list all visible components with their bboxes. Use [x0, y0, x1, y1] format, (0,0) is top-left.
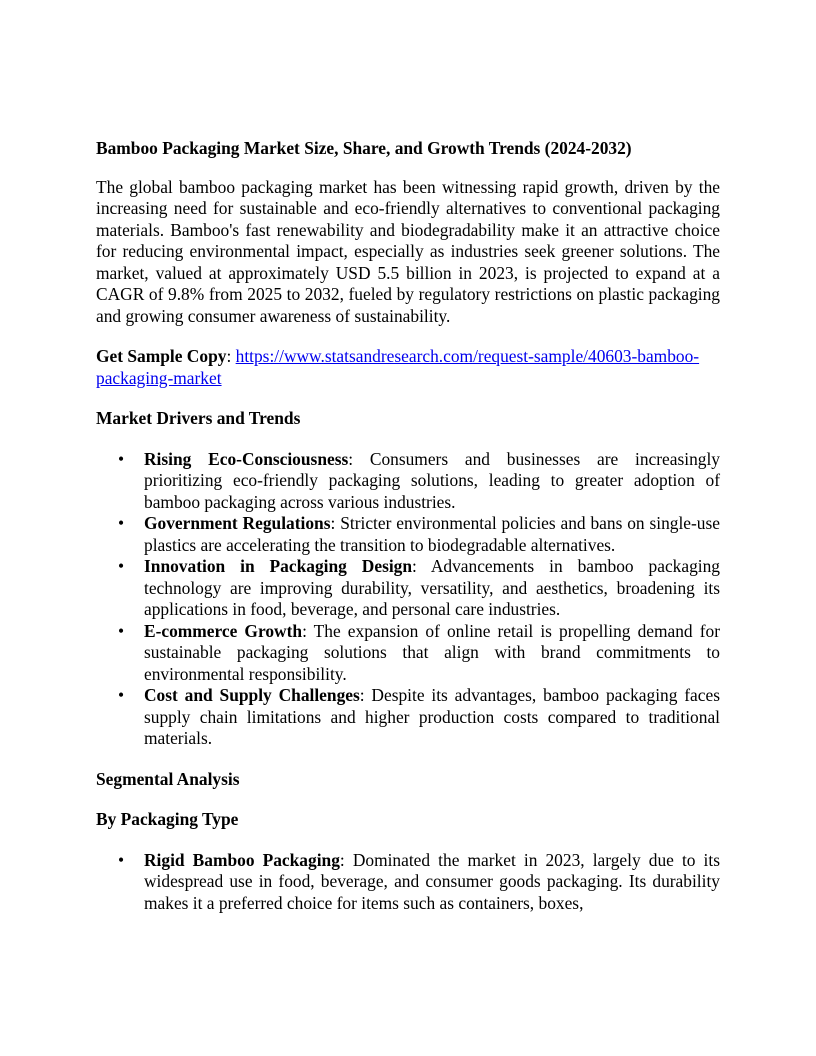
bullet-icon: • [118, 849, 125, 870]
sample-copy-separator: : [226, 346, 236, 366]
bullet-icon: • [118, 685, 125, 705]
bullet-icon: • [118, 556, 125, 576]
segmental-heading: Segmental Analysis [96, 768, 240, 789]
bullet-icon: • [118, 513, 125, 533]
packaging-type-list [96, 850, 720, 915]
drivers-heading: Market Drivers and Trends [96, 408, 301, 428]
list-item [96, 449, 720, 514]
list-item-term: Rigid Bamboo Packaging [144, 849, 340, 870]
list-item [96, 513, 720, 556]
list-item-text: : Stricter environmental policies and bans on single-use plastics are accelerating the transition to biodegradable alternatives. [144, 513, 720, 555]
list-item [96, 556, 720, 621]
sample-copy-line [96, 346, 720, 389]
list-item-term: E-commerce Growth [144, 620, 303, 641]
bullet-icon: • [118, 620, 125, 641]
list-item-text: : Advancements in bamboo packaging technology are improving durability, versatility, and aesthetics, broadening its applications in food, beverage, and personal care industries. [144, 556, 720, 619]
sample-copy-link[interactable]: https://www.statsandresearch.com/request-sample/40603-bamboo-packaging-market [96, 346, 700, 388]
list-item-term: Innovation in Packaging Design [144, 556, 413, 576]
list-item-text: : Consumers and businesses are increasingly prioritizing eco-friendly packaging solutions, leading to greater adoption of bamboo packaging across various industries. [144, 448, 720, 512]
sample-copy-label: Get Sample Copy [96, 346, 227, 366]
list-item-term: Cost and Supply Challenges [144, 685, 360, 705]
list-item-term: Rising Eco-Consciousness [144, 448, 349, 469]
list-item-text: : Despite its advantages, bamboo packaging faces supply chain limitations and higher production costs compared to traditional materials. [144, 685, 720, 748]
list-item [96, 621, 720, 686]
list-item-term: Government Regulations [144, 513, 331, 533]
bullet-icon: • [118, 448, 125, 469]
drivers-list [96, 449, 720, 750]
list-item [96, 685, 720, 750]
document-body [96, 138, 720, 933]
intro-paragraph: The global bamboo packaging market has been witnessing rapid growth, driven by the increasing need for sustainable and eco-friendly alternatives to conventional packaging materials. Bamboo's fast renewability and biodegradability make it an attractive choice for reducing environmental impact, especially as industries seek greener solutions. The market, valued at approximately USD 5.5 billion in 2023, is projected to expand at a CAGR of 9.8% from 2025 to 2032, fueled by regulatory restrictions on plastic packaging and growing consumer awareness of sustainability. [96, 176, 720, 326]
list-item-text: : The expansion of online retail is propelling demand for sustainable packaging solutions that align with brand commitments to environmental responsibility. [144, 620, 720, 684]
list-item [96, 850, 720, 915]
list-item-text: : Dominated the market in 2023, largely due to its widespread use in food, beverage, and consumer goods packaging. Its durability makes it a preferred choice for items such as containers, boxes, [144, 849, 720, 913]
packaging-type-heading: By Packaging Type [96, 809, 239, 829]
document-title: Bamboo Packaging Market Size, Share, and Growth Trends (2024-2032) [96, 138, 632, 158]
